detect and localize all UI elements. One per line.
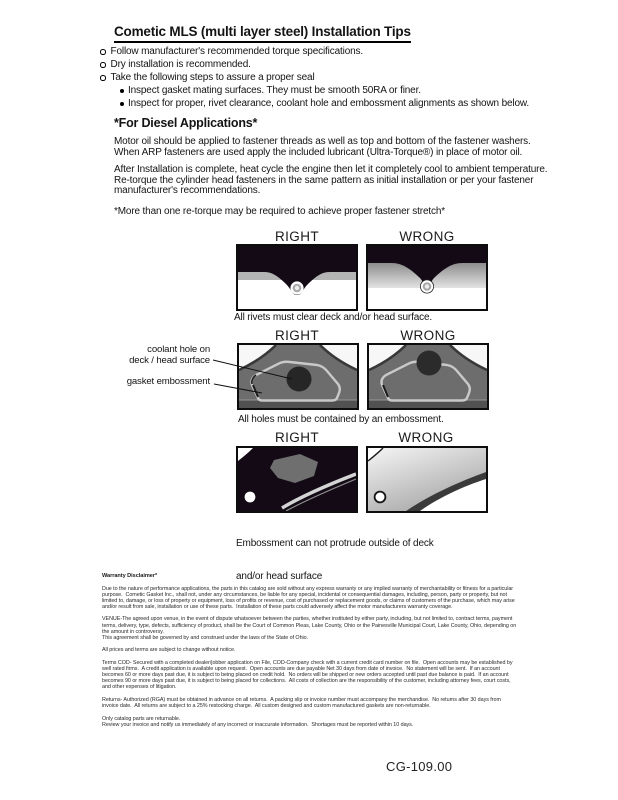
list-item — [100, 45, 550, 58]
wrong-label: WRONG — [399, 229, 455, 244]
dot-bullet-icon — [120, 89, 124, 93]
list-item — [100, 58, 550, 71]
embossment-protrude-illustration — [368, 448, 486, 511]
tip-text: Inspect for proper, rivet clearance, coolant hole and embossment alignments as shown below. — [128, 98, 530, 109]
warranty-disclaimer-heading: Warranty Disclaimer* — [102, 573, 158, 579]
wrong-label: WRONG — [400, 328, 456, 343]
diesel-heading: *For Diesel Applications* — [114, 116, 258, 130]
rivet-wrong-diagram — [366, 244, 488, 311]
right-label: RIGHT — [275, 328, 319, 343]
retorque-note: *More than one re-torque may be required to achieve proper fastener stretch* — [114, 206, 446, 217]
tip-text: Take the following steps to assure a proper seal — [110, 72, 315, 83]
circle-bullet-icon — [100, 49, 106, 55]
tip-text: Follow manufacturer's recommended torque specifications. — [110, 46, 364, 57]
right-label: RIGHT — [275, 229, 319, 244]
rivet-interfere-illustration — [368, 246, 486, 309]
terms-paragraph: Terms COD- Secured with a completed dealer/jobber application on File, COD-Company check with a current credit card number on file. Open accounts may be established by well rated firms. A credit application is available upon request. Open accounts are due payable Net 30 days from date of invoice. No statement will be sent. If an account becomes 60 or more days past due, it is subject to being placed on credit hold. No orders will be shipped or new orders accepted until past due balance is paid. If an account becomes 90 or more days past due, it is subject to being placed for collections. All costs of collection are the responsibility of the customer, including attorney fees, court costs, and other expenses of litigation. — [102, 659, 514, 691]
page-title: Cometic MLS (multi layer steel) Installation Tips — [114, 24, 411, 43]
hole-right-diagram — [237, 343, 359, 410]
governing-law-line: This agreement shall be governed by and construed under the laws of the State of Ohio. — [102, 634, 309, 641]
embossment-wrong-diagram — [366, 446, 488, 513]
circle-bullet-icon — [100, 62, 106, 68]
diesel-paragraph-2: After Installation is complete, heat cycle the engine then let it completely cool to ambient temperature. Re-torque the cylinder head fasteners in the same pattern as initial installation or per your fastener manufacturer's recommendations. — [114, 164, 551, 197]
list-item — [120, 97, 550, 110]
right-label: RIGHT — [275, 430, 319, 445]
diesel-paragraph-1: Motor oil should be applied to fastener threads as well as top and bottom of the fastener washers. When ARP fasteners are used apply the included lubricant (Ultra-Torque®) in place of motor oil. — [114, 136, 534, 158]
venue-paragraph: VENUE-The agreed upon venue, in the event of dispute whatsoever between the parties, whether instituted by either party, including, but not limited to, contract terms, payment terms, delivery, type, defects, sufficiency of product, shall be the Court of Common Pleas, Lake County, Ohio or the Painesville Municipal Court, Lake County, Ohio, depending on the amount in controversy. — [102, 616, 518, 635]
row1-caption: All rivets must clear deck and/or head surface. — [234, 312, 433, 323]
row2-caption: All holes must be contained by an embossment. — [238, 414, 444, 425]
review-invoice-line: Review your invoice and notify us immediately of any incorrect or inaccurate information. Shortages must be reported within 10 days. — [102, 721, 414, 728]
embossment-right-diagram — [236, 446, 358, 513]
rivet-right-diagram — [236, 244, 358, 311]
gasket-embossment-callout: gasket embossment — [126, 376, 210, 387]
rivet-clear-illustration — [238, 246, 356, 309]
list-item — [120, 84, 550, 97]
legal-block — [102, 573, 518, 734]
warranty-paragraph: Due to the nature of performance applications, the parts in this catalog are sold without any express warranty or any implied warranty of merchantability or fitness for a particular purpose. Cometic Gasket Inc., shall not, under any circumstances, be liable for any special, incidental or consequential damages, including, person, party or property, but not limited to, damage, or loss of property or equipment, loss of profits or revenue, cost of purchased or replacement goods, or claims of customers of the purchase, which may arise and/or result from sale, installation or use of these parts. Installation of these parts could adversely affect the motor manufacturers warranty coverage. — [102, 585, 517, 610]
wrong-label: WRONG — [398, 430, 454, 445]
catalog-parts-line: Only catalog parts are returnable. — [102, 715, 181, 722]
hole-contained-illustration — [239, 345, 357, 408]
dot-bullet-icon — [120, 102, 124, 106]
embossment-inside-illustration — [238, 448, 356, 511]
tip-text: Inspect gasket mating surfaces. They must be smooth 50RA or finer. — [128, 85, 421, 96]
hole-outside-illustration — [369, 345, 487, 408]
list-item — [100, 71, 550, 84]
tip-text: Dry installation is recommended. — [110, 59, 251, 70]
hole-wrong-diagram — [367, 343, 489, 410]
coolant-hole-callout: coolant hole on deck / head surface — [129, 344, 210, 366]
document-code: CG-109.00 — [386, 759, 453, 774]
installation-tips-list — [100, 45, 550, 110]
circle-bullet-icon — [100, 75, 106, 81]
row3-caption: Embossment can not protrude outside of deck and/or head surface — [236, 538, 434, 582]
returns-paragraph: Returns- Authorized (RGA) must be obtained in advance on all returns. A packing slip or invoice number must accompany the merchandise. No returns after 30 days from invoice date. All returns are subject to a 25% restocking charge. All custom designed and custom manufactured gaskets are non-returnable. — [102, 696, 503, 709]
prices-line: All prices and terms are subject to change without notice. — [102, 647, 236, 654]
